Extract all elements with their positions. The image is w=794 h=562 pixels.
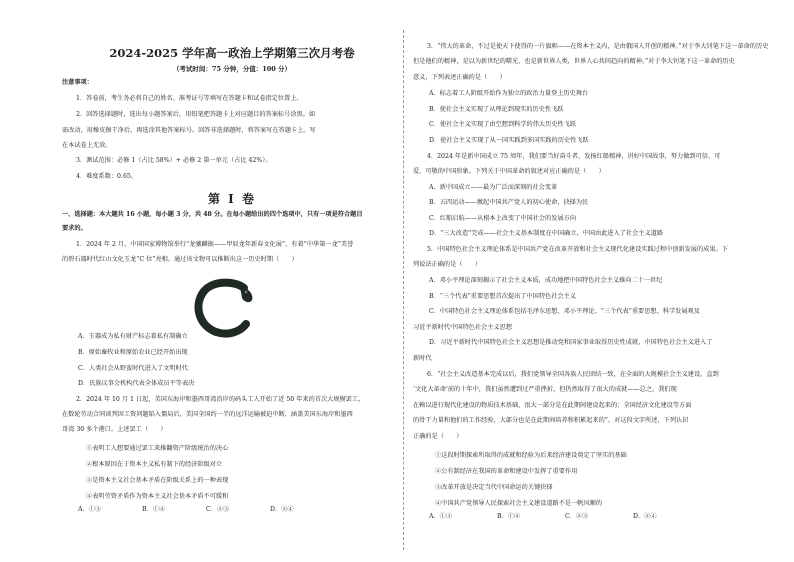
question-5-option: C．中国特色社会主义理论体系包括毛泽东思想、邓小平理论、“三个代表”重要思想、科学发展观及 xyxy=(429,308,700,315)
question-4-option: C．红船启航——从根本上改变了中国社会的发展方向 xyxy=(429,215,577,222)
question-2-text: 2．2024 年 10 月 1 日起，美国东海岸和墨西哥湾沿岸的码头工人开始了近 50 年来的首次大规模罢工， xyxy=(76,396,365,403)
question-4-text: 爱、可敬的中国形象。下列关于中国革命的叙述对应正确的是（ ） xyxy=(413,168,605,175)
question-6-text: ‘文化大革命’前的十年中，我们虽然遭到过严重挫折，但仍然取得了很大的成就——总之，我们现 xyxy=(413,386,677,393)
question-6-item: ③改革开放是决定当代中国命运的关键抉择 xyxy=(435,484,553,491)
question-5-option: B．“三个代表”重要思想首次提出了中国特色社会主义 xyxy=(429,293,576,300)
question-4-text: 4．2024 年是新中国成立 75 周年，我们要当好奋斗者，发扬红船精神，讲好中国故事，努力做到可信、可 xyxy=(427,153,721,160)
question-2-item: ④表明劳资矛盾作为资本主义社会基本矛盾不可缓和 xyxy=(86,493,229,500)
exam-title: 2024-2025 学年高一政治上学期第三次月考卷 xyxy=(109,46,355,60)
question-1-option: B．原始畜牧业和原始农业已经开始出现 xyxy=(78,349,188,356)
notes-line: 需改动，用橡皮擦干净后，再选涂其他答案标号。回答非选择题时，将答案写在答题卡上。写 xyxy=(62,127,316,134)
notes-line: 3．测试范围：必修 1（占比 58%）+ 必修 2 第一单元（占比 42%）。 xyxy=(76,157,272,164)
question-1-text: 的碧石器时代红山文化玉龙“C 位”亮相。通过该文物可以推断出这一历史时期（ ） xyxy=(62,256,298,263)
question-3-text: 3．“伟大的革命，不过是使天下使得的一片旗帜——在资本主义内，是由俄国人开创的精神。”对于李大钊笔下这一革命的历史 xyxy=(427,43,769,50)
question-1-option: C．人类社会从野蛮时代进入了文明时代 xyxy=(78,365,188,372)
question-2-option: A．①③ xyxy=(78,506,102,513)
question-6-text: 正确的是（ ） xyxy=(413,433,463,440)
question-2-item: ②根本原因在于资本主义私有制下的经济阶级对立 xyxy=(86,461,223,468)
question-2-option: D．②④ xyxy=(270,506,294,513)
question-1-option: A．玉器成为私有财产标志着私有制确立 xyxy=(78,333,188,340)
question-2-item: ①表明工人想要通过罢工来推翻资产阶级统治的决心 xyxy=(86,445,229,452)
question-2-option: C．②③ xyxy=(206,506,230,513)
question-3-option: C．使社会主义实现了由空想到科学的伟大历史性飞跃 xyxy=(429,121,577,128)
question-6-item: ②公有制经济在我国的革命和建设中发挥了重要作用 xyxy=(435,468,578,475)
question-6-option: C．②③ xyxy=(565,513,589,520)
question-6-item: ④中国共产党领导人民探索社会主义建设道路不是一帆风顺的 xyxy=(435,500,603,507)
column-divider xyxy=(403,30,404,550)
question-3-text: 意义，下列表述正确的是（ ） xyxy=(413,74,506,81)
question-2-text: 哥湾 30 多个港口。上述罢工（ ） xyxy=(62,426,167,433)
question-3-text: 但是他们的精神，是以为新世纪的曙光，也是新世界人类，世界人心共同趋向的精神。”对于李大钊笔下这一革命的历史 xyxy=(413,58,735,65)
question-5-option: 新时代 xyxy=(413,355,432,362)
notes-line: 4．难度系数：0.65。 xyxy=(76,173,138,180)
question-4-option: B．五四运动——掀起中国共产党人的初心使命，抉择为民 xyxy=(429,199,589,206)
notes-heading: 注意事项： xyxy=(62,79,93,86)
notes-line: 在本试卷上无效。 xyxy=(62,142,112,149)
question-2-option: B．①④ xyxy=(142,506,166,513)
question-4-option: A．新中国成立——最为广泛而深刻的社会变革 xyxy=(429,184,558,191)
question-6-option: D．②④ xyxy=(633,513,657,520)
question-6-text: 在赖以进行现代化建设的物质技术基础，很大一部分是在此期间建设起来的；全国经济文化建设等方面 xyxy=(413,402,692,409)
section-title: 第 I 卷 xyxy=(208,192,256,206)
exam-subtitle: （考试时间：75 分钟，分值：100 分） xyxy=(172,65,292,73)
question-5-text: 列说法正确的是（ ） xyxy=(413,261,482,268)
jade-dragon-image xyxy=(190,278,258,340)
question-5-option: D．习近平新时代中国特色社会主义思想是推动党和国家事业取得历史性成就，中国特色社会主义进入了 xyxy=(429,339,713,346)
question-5-option: A．邓小平理论深刻揭示了社会主义本质，成功地把中国特色社会主义推向二十一世纪 xyxy=(429,277,663,284)
question-6-option: B．①④ xyxy=(497,513,521,520)
question-2-text: 在数轮劳动合同谈判因工资问题陷入僵局后，美国全国约一半的远洋运输被迫中断，涵盖美国东海岸和墨西 xyxy=(62,411,353,418)
question-4-option: D．“三大改造”完成——社会主义基本制度在中国确立，中国由此进入了社会主义道路 xyxy=(429,230,664,237)
question-3-option: A．标志着工人阶级开始作为独立的政治力量登上历史舞台 xyxy=(429,90,589,97)
section-instruction: 要求的。 xyxy=(62,225,87,232)
question-6-item: ①这段时期探索所取得的成就和经验为后来经济建设奠定了坚实的基础 xyxy=(435,452,627,459)
question-6-text: 的骨干力量和他们的工作经验，大部分也是在此期间培养和积累起来的”。对这段文字所述，下列认识 xyxy=(413,417,689,424)
question-3-option: D．使社会主义实现了从一国实践到多国实践的历史性飞跃 xyxy=(429,137,589,144)
question-3-option: B．使社会主义实现了从理论到现实的历史性飞跃 xyxy=(429,106,564,113)
question-1-option: D．氏族议事会机构代表全体成员平等表决 xyxy=(78,380,195,387)
question-6-option: A．①③ xyxy=(429,513,453,520)
question-2-item: ③是资本主义社会基本矛盾在阶级关系上的一种表现 xyxy=(86,477,229,484)
section-instruction: 一、选择题：本大题共 16 小题，每小题 3 分，共 48 分。在每小题给出的四个选项中，只有一项是符合题目 xyxy=(62,211,363,218)
question-6-text: 6．“社会主义改造基本完成以后，我们党领导全国各族人民团结一致，在全面的大规模社会主义建设。直到 xyxy=(427,371,719,378)
notes-line: 1．答卷前，考生务必将自己的姓名、准考证号等填写在答题卡和试卷指定位置上。 xyxy=(76,95,303,102)
question-5-text: 5．中国特色社会主义理论体系是中国共产党在改革开放和社会主义现代化建设实践过程中创新发展的成果。下 xyxy=(427,246,728,253)
question-5-option: 习近平新时代中国特色社会主义思想 xyxy=(413,324,512,331)
question-1-text: 1．2024 年 2 月，中国国家博物馆举行“龙骧麟振——甲辰龙年新春文化展”，有着“中华第一龙”美誉 xyxy=(76,241,354,248)
notes-line: 2．回答选择题时，选出每小题答案后，用铅笔把答题卡上对应题目的答案标号涂黑。如 xyxy=(76,111,316,118)
